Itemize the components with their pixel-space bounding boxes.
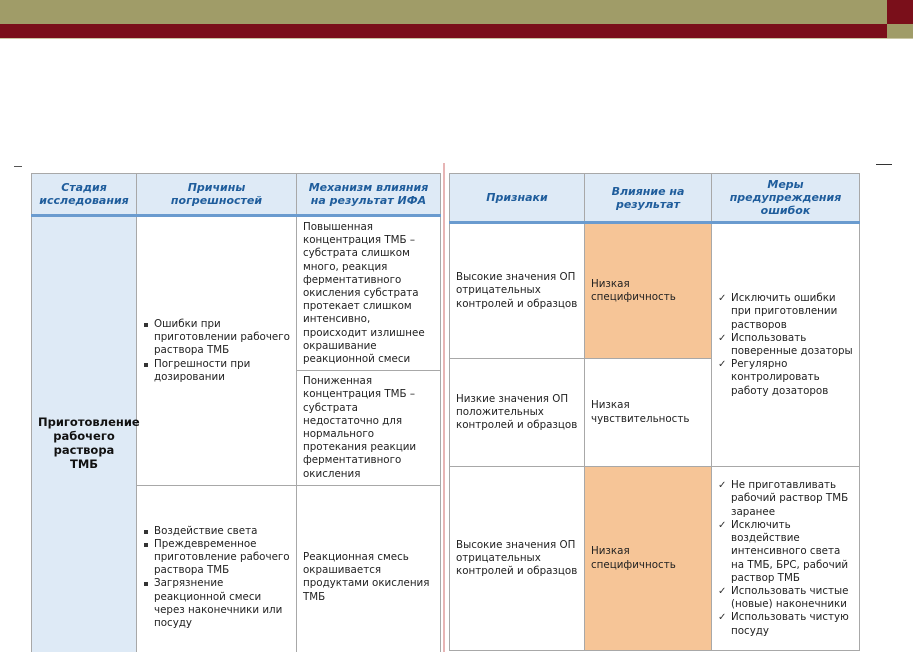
left-table (31, 173, 441, 652)
measures-cell-2 (712, 467, 860, 651)
right-margin-mark (876, 164, 892, 165)
causes-cell-1 (137, 216, 297, 486)
mechanism-cell-3: Реакционная смесь окрашивается продуктами окисления ТМБ (297, 485, 441, 652)
header-bar-bottom (0, 24, 913, 38)
header-corner-square-bottom (887, 24, 913, 38)
measure-item: ✓ Не приготавливать рабочий раствор ТМБ заранее (718, 479, 853, 519)
header-stage: Стадия исследования (32, 174, 137, 216)
sign-cell-3: Высокие значения ОП отрицательных контролей и образцов (450, 467, 585, 651)
measure-item: ✓ Исключить воздействие интенсивного света на ТМБ, БРС, рабочий раствор ТМБ (718, 519, 853, 585)
measure-item: ✓ Использовать чистую посуду (718, 611, 853, 637)
sign-cell-2: Низкие значения ОП положительных контролей и образцов (450, 359, 585, 467)
cause-item: Воздействие света (143, 525, 290, 538)
cause-item: Загрязнение реакционной смеси через наконечники или посуду (143, 577, 290, 630)
header-causes: Причины погрешностей (137, 174, 297, 216)
measure-item: ✓ Использовать поверенные дозаторы (718, 332, 853, 358)
causes-cell-2 (137, 485, 297, 652)
mechanism-cell-1: Повышенная концентрация ТМБ – субстрата слишком много, реакция ферментативного окисления субстрата протекает слишком интенсивно, происходит излишнее окрашивание реакционной смеси (297, 216, 441, 371)
header-mechanism: Механизм влияния на результат ИФА (297, 174, 441, 216)
header-bar-top (0, 0, 913, 24)
measure-item: ✓ Исключить ошибки при приготовлении растворов (718, 292, 853, 332)
measure-item: ✓ Использовать чистые (новые) наконечники (718, 585, 853, 611)
header-signs: Признаки (450, 174, 585, 223)
cause-item: Преждевременное приготовление рабочего раствора ТМБ (143, 538, 290, 578)
measure-item: ✓ Регулярно контролировать работу дозаторов (718, 358, 853, 398)
mechanism-cell-2: Пониженная концентрация ТМБ – субстрата недостаточно для нормального протекания реакции ферментативного окисления (297, 371, 441, 486)
header-corner-square-top (887, 0, 913, 24)
page-divider (443, 163, 445, 652)
measures-cell-1 (712, 223, 860, 467)
cause-item: Погрешности при дозировании (143, 358, 290, 384)
stage-cell: Приготовление рабочего раствора ТМБ (32, 216, 137, 652)
header-rule (0, 38, 913, 39)
right-table (449, 173, 860, 651)
left-margin-mark (14, 166, 22, 167)
header-effect: Влияние на результат (585, 174, 712, 223)
effect-cell-2: Низкая чувствительность (585, 359, 712, 467)
sign-cell-1: Высокие значения ОП отрицательных контролей и образцов (450, 223, 585, 359)
effect-cell-1: Низкая специфичность (585, 223, 712, 359)
effect-cell-3: Низкая специфичность (585, 467, 712, 651)
cause-item: Ошибки при приготовлении рабочего раствора ТМБ (143, 318, 290, 358)
header-measures: Меры предупреждения ошибок (712, 174, 860, 223)
